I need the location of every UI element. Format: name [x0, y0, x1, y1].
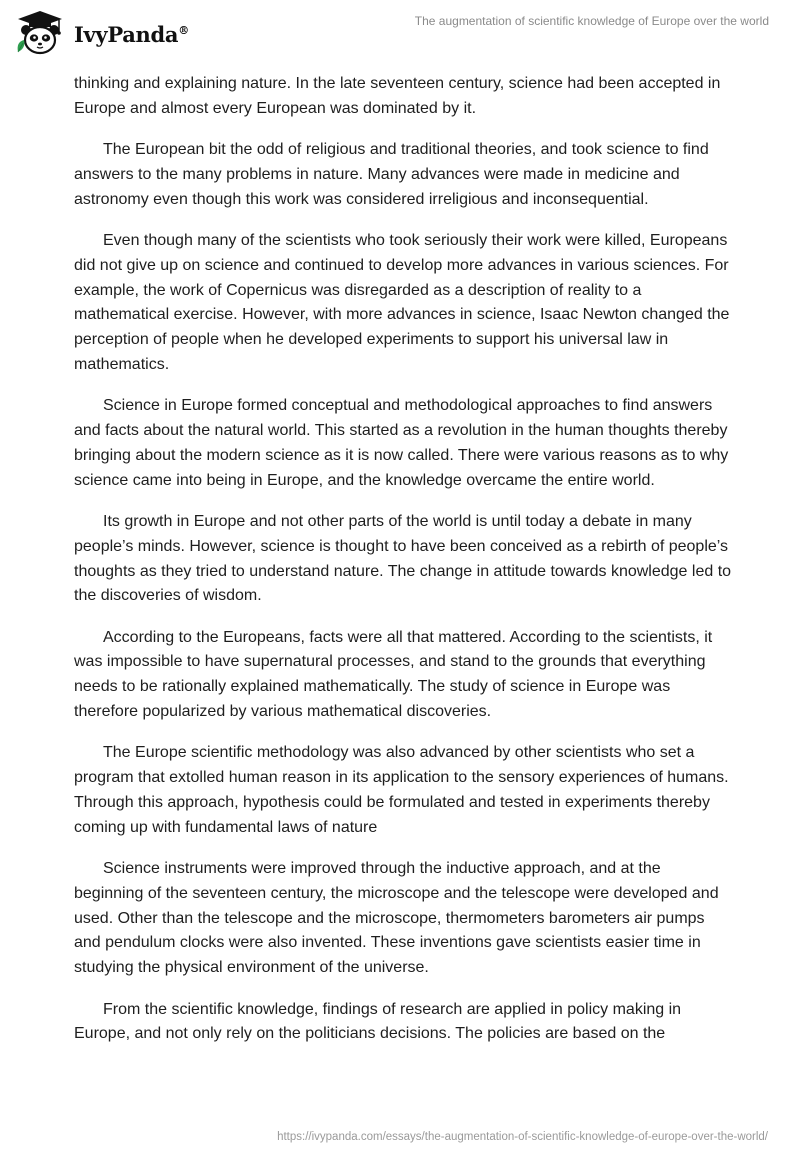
paragraph: Its growth in Europe and not other parts of the world is until today a debate in many people’s minds. However, science is thought to have been conceived as a rebirth of people’s thoughts as they tried to understand nature. The change in attitude towards knowledge led to the discoveries of wisdom.	[74, 512, 732, 605]
paragraph: Science instruments were improved through the inductive approach, and at the beginning of the seventeen century, the microscope and the telescope were developed and used. Other than the telescope and the microscope, thermometers barometers air pumps and pendulum clocks were also invented. These inventions gave scientists easier time in studying the physical environment of the universe.	[74, 860, 719, 977]
essay-body	[74, 72, 734, 1064]
brand-name: IvyPanda	[74, 21, 179, 47]
page-header	[0, 0, 800, 70]
paragraph: From the scientific knowledge, findings of research are applied in policy making in Europe, and not only rely on the politicians decisions. The policies are based on the	[74, 1000, 682, 1043]
ivypanda-logo[interactable]	[14, 8, 189, 58]
source-url[interactable]: https://ivypanda.com/essays/the-augmentation-of-scientific-knowledge-of-europe-over-the-world/	[277, 1131, 768, 1143]
paragraph: Even though many of the scientists who took seriously their work were killed, Europeans did not give up on science and continued to develop more advances in various sciences. For example, the work of Copernicus was disregarded as a description of reality to a mathematical exercise. However, with more advances in science, Isaac Newton changed the perception of people when he developed experiments to support his universal law in mathematics.	[74, 231, 730, 373]
paragraph: According to the Europeans, facts were all that mattered. According to the scientists, it was impossible to have supernatural processes, and stand to the grounds that everything needs to be rationally explained mathematically. The study of science in Europe was therefore popularized by various mathematical discoveries.	[74, 628, 713, 721]
paragraph: The Europe scientific methodology was also advanced by other scientists who set a program that extolled human reason in its application to the sensory experiences of humans. Through this approach, hypothesis could be formulated and tested in experiments thereby coming up with fundamental laws of nature	[74, 744, 729, 836]
paragraph: Science in Europe formed conceptual and methodological approaches to find answers and facts about the natural world. This started as a revolution in the human thoughts thereby bringing about the modern science as it is now called. There were various reasons as to why science came into being in Europe, and the knowledge overcame the entire world.	[74, 397, 729, 489]
registered-mark: ®	[178, 23, 189, 37]
paragraph: thinking and explaining nature. In the late seventeen century, science had been accepted in Europe and almost every European was dominated by it.	[74, 75, 721, 117]
document-title: The augmentation of scientific knowledge of Europe over the world	[414, 14, 769, 28]
panda-graduate-icon	[14, 8, 66, 58]
paragraph: The European bit the odd of religious and traditional theories, and took science to find answers to the many problems in nature. Many advances were made in medicine and astronomy even though this work was considered irreligious and inconsequential.	[74, 141, 709, 208]
